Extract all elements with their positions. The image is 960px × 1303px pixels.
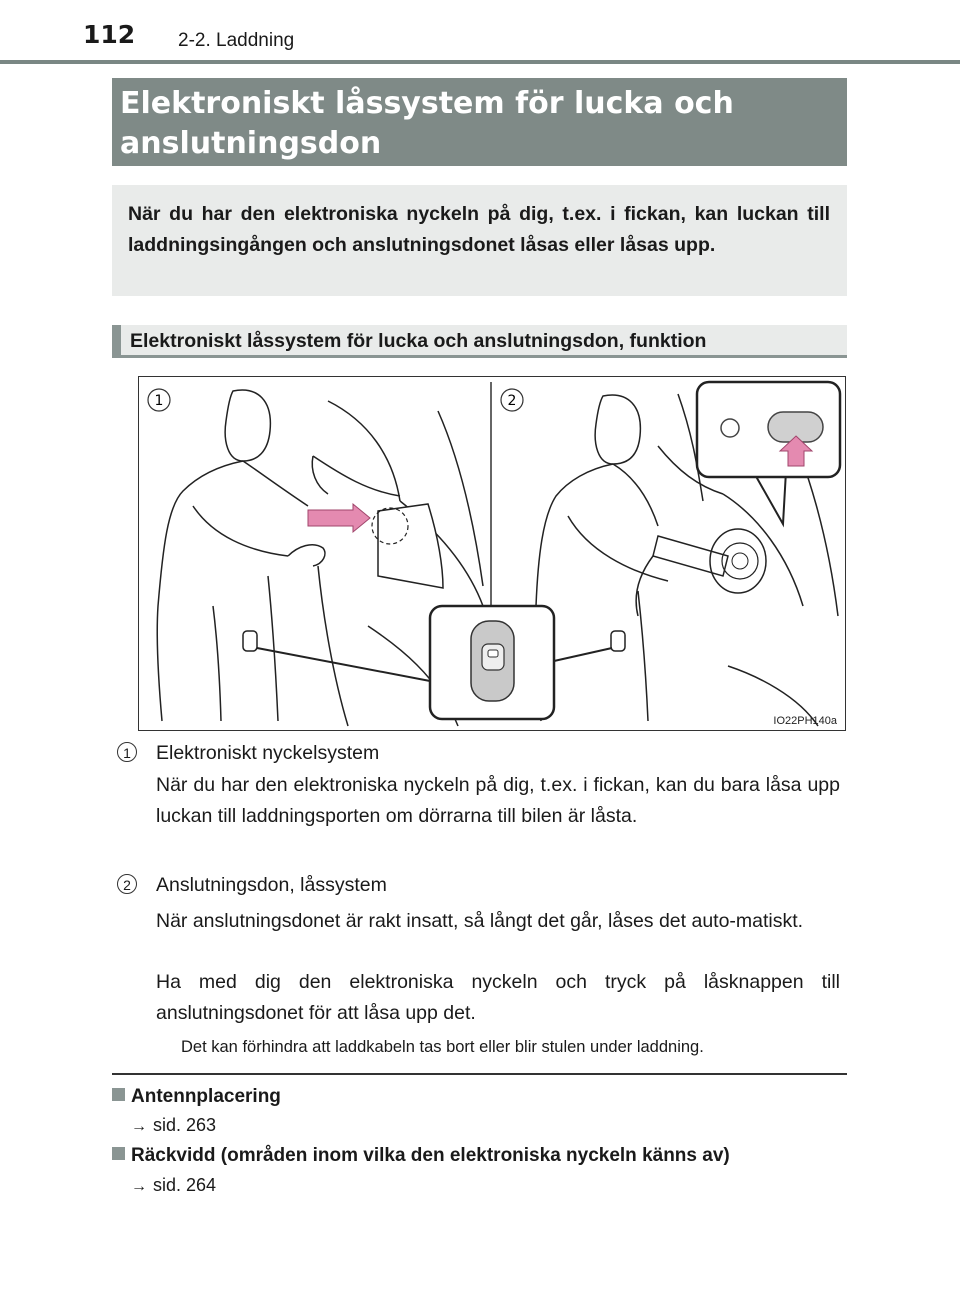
ref-antennplacering[interactable] xyxy=(131,1112,216,1140)
marker-1-label: 1 xyxy=(154,393,164,409)
bullet-rackvidd-title: Räckvidd (områden inom vilka den elektroniska nyckeln känns av) xyxy=(131,1145,730,1166)
marker-1-icon xyxy=(148,389,170,411)
header-rule xyxy=(0,60,960,64)
marker-2-label: 2 xyxy=(507,393,517,409)
subheading: Elektroniskt låssystem för lucka och anslutningsdon, funktion xyxy=(112,325,847,358)
illustration xyxy=(138,376,846,731)
item-1-number: 1 xyxy=(117,742,137,762)
charge-port-lid-icon xyxy=(372,504,443,588)
square-bullet-icon xyxy=(112,1147,125,1160)
item-2-paragraph-2: Ha med dig den elektroniska nyckeln och tryck på låsknappen till anslutningsdonet för att låsa upp det. xyxy=(156,971,840,1024)
page-title-line2: anslutningsdon xyxy=(120,126,382,161)
arrow-right-icon: → xyxy=(131,1178,147,1195)
bullet-rackvidd xyxy=(112,1143,730,1169)
ref-antennplacering-label: sid. 263 xyxy=(153,1115,217,1135)
item-1-paragraph: När du har den elektroniska nyckeln på dig, t.ex. i fickan, kan du bara låsa upp luckan till laddningsporten om dörrarna till bilen är låsta. xyxy=(156,774,840,827)
item-2-label: Anslutningsdon, låssystem xyxy=(156,874,387,896)
square-bullet-icon xyxy=(112,1088,125,1101)
page-title xyxy=(112,78,847,166)
page-title-line1: Elektroniskt låssystem för lucka och xyxy=(120,86,734,121)
pocket-key-right-icon xyxy=(611,631,625,651)
section-reference: 2-2. Laddning xyxy=(178,30,295,51)
item-2-note: Det kan förhindra att laddkabeln tas bort eller blir stulen under laddning. xyxy=(181,1038,704,1056)
ref-rackvidd-label: sid. 264 xyxy=(153,1175,217,1195)
figure-code: IO22PH140a xyxy=(773,715,837,727)
bullet-antennplacering xyxy=(112,1084,281,1110)
ref-rackvidd[interactable] xyxy=(131,1172,216,1200)
item-2-number: 2 xyxy=(117,874,137,894)
charge-port-icon xyxy=(710,529,766,593)
marker-2-icon xyxy=(501,389,523,411)
item-1-label: Elektroniskt nyckelsystem xyxy=(156,742,380,764)
intro-box: När du har den elektroniska nyckeln på dig, t.ex. i fickan, kan luckan till laddningsingången och anslutningsdonet låsas eller låsas upp. xyxy=(112,185,847,296)
bullet-antennplacering-title: Antennplacering xyxy=(131,1086,281,1107)
arrow-right-icon: → xyxy=(131,1118,147,1135)
pocket-key-left-icon xyxy=(243,631,257,651)
bottom-rule xyxy=(112,1073,847,1075)
page-number: 112 xyxy=(83,20,136,49)
item-2-paragraph-1: När anslutningsdonet är rakt insatt, så långt det går, låses det auto-matiskt. xyxy=(156,910,804,932)
